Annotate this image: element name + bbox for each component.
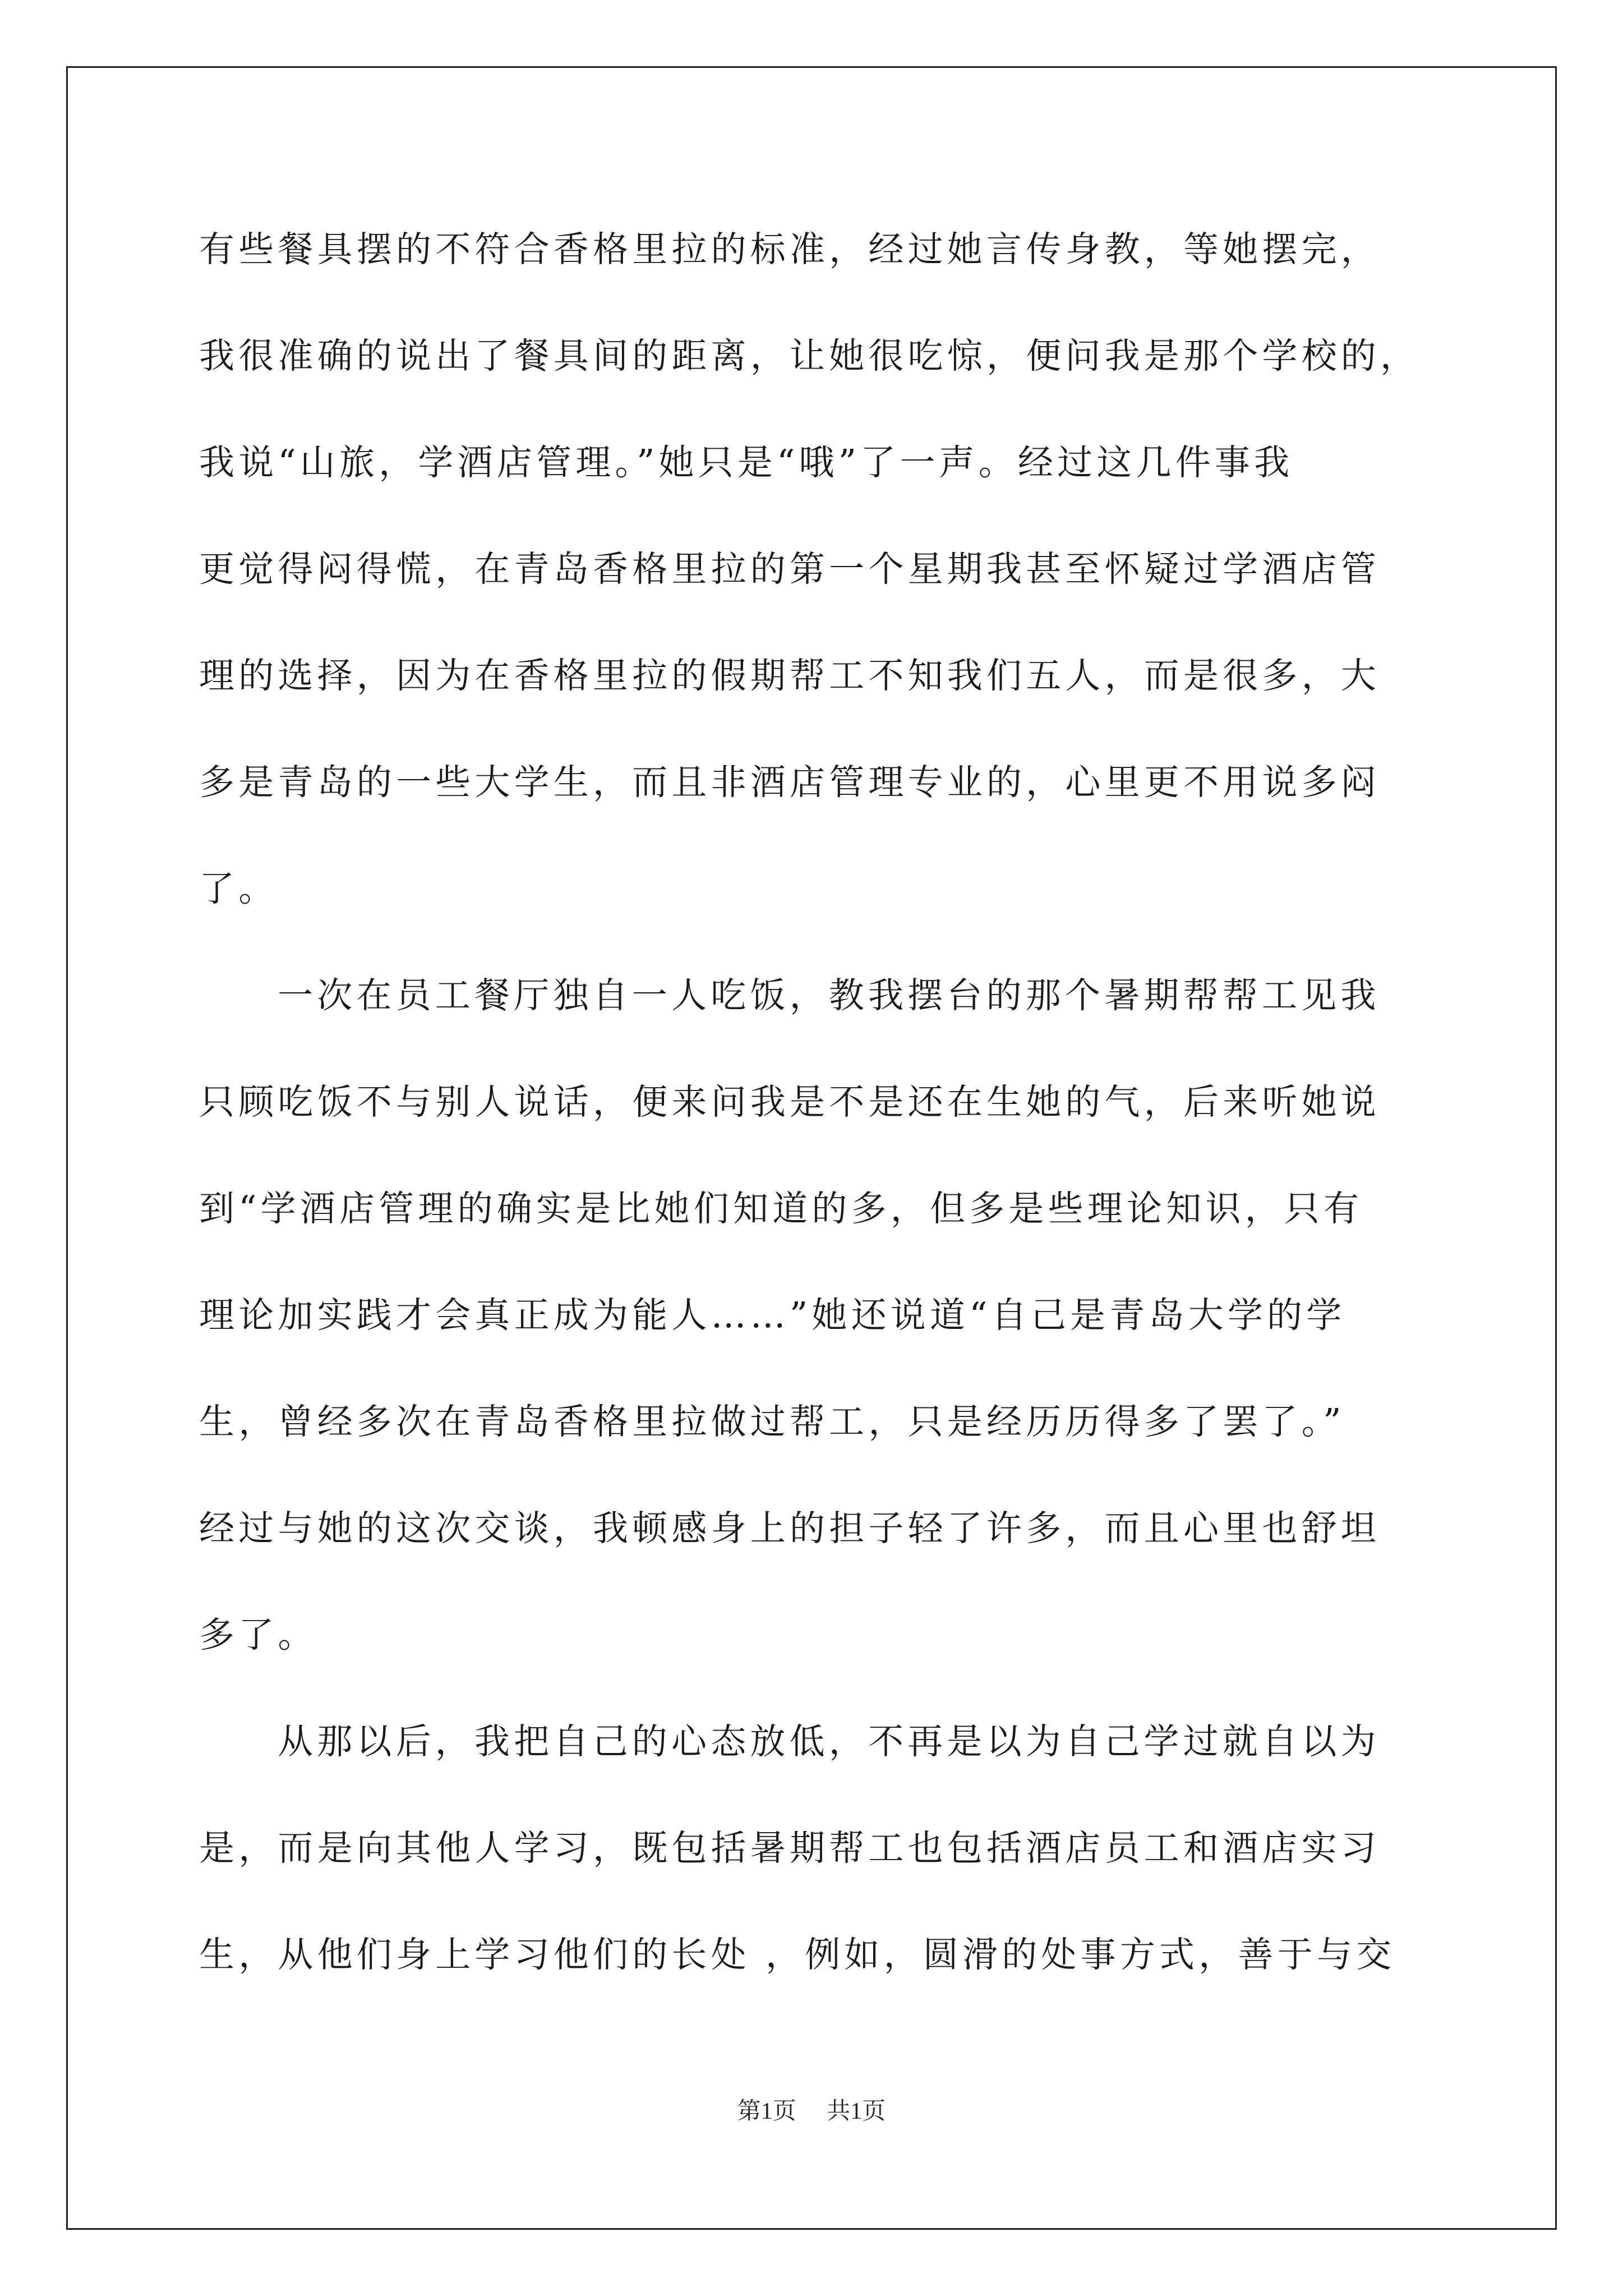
page-total: 共1页: [827, 2099, 886, 2124]
text-line: 生，从他们身上学习他们的长处 ，例如，圆滑的处事方式，善于与交: [199, 1934, 1396, 1975]
text-line: 我很准确的说出了餐具间的距离，让她很吃惊，便问我是那个学校的，: [199, 335, 1420, 376]
text-line: 多是青岛的一些大学生，而且非酒店管理专业的，心里更不用说多闷: [199, 762, 1380, 803]
page-footer: [0, 2092, 1623, 2126]
text-line: 是，而是向其他人学习，既包括暑期帮工也包括酒店员工和酒店实习: [199, 1828, 1380, 1869]
text-line: 了。: [199, 868, 278, 909]
paragraph-start-line: 从那以后，我把自己的心态放低，不再是以为自己学过就自以为: [278, 1721, 1380, 1762]
text-line: 更觉得闷得慌，在青岛香格里拉的第一个星期我甚至怀疑过学酒店管: [199, 549, 1380, 590]
paragraph-start-line: 一次在员工餐厅独自一人吃饭，教我摆台的那个暑期帮帮工见我: [278, 975, 1380, 1016]
text-line: 经过与她的这次交谈，我顿感身上的担子轻了许多，而且心里也舒坦: [199, 1508, 1380, 1549]
text-line: 到“学酒店管理的确实是比她们知道的多，但多是些理论知识，只有: [199, 1188, 1363, 1229]
text-line: 理论加实践才会真正成为能人……”她还说道“自己是青岛大学的学: [199, 1295, 1346, 1336]
text-line: 只顾吃饭不与别人说话，便来问我是不是还在生她的气，后来听她说: [199, 1082, 1380, 1122]
text-line: 我说“山旅，学酒店管理。”她只是“哦”了一声。经过这几件事我: [199, 442, 1294, 483]
page-number: 第1页: [737, 2099, 796, 2124]
document-body: [199, 216, 1438, 2028]
text-line: 多了。: [199, 1614, 317, 1655]
text-line: 有些餐具摆的不符合香格里拉的标准，经过她言传身教，等她摆完，: [199, 229, 1380, 270]
text-line: 理的选择，因为在香格里拉的假期帮工不知我们五人，而是很多，大: [199, 655, 1380, 696]
text-line: 生，曾经多次在青岛香格里拉做过帮工，只是经历历得多了罢了。”: [199, 1401, 1345, 1442]
